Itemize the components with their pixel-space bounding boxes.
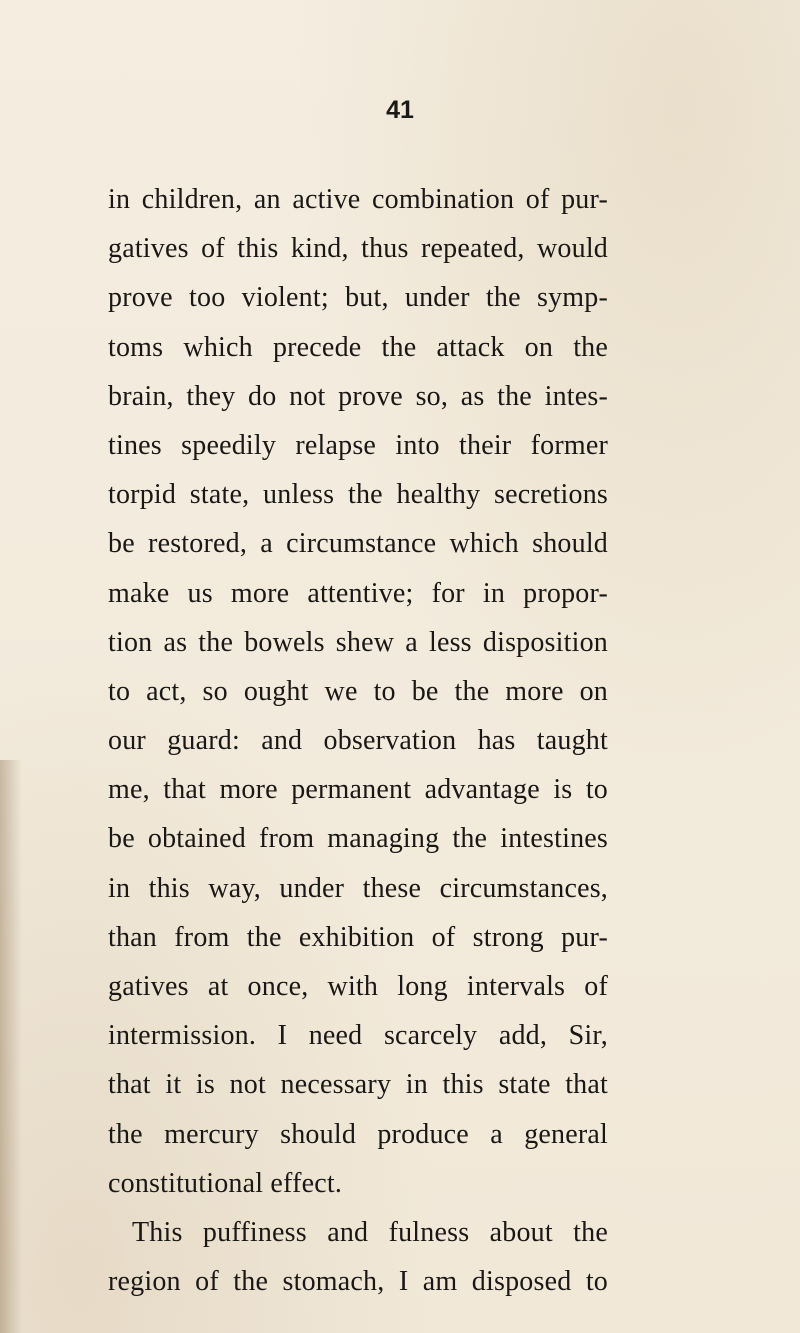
text-line: in this way, under these circumstances,: [108, 872, 608, 904]
page-edge-shadow: [0, 760, 22, 1333]
text-line: me, that more permanent advantage is to: [108, 774, 608, 806]
body-text: [108, 175, 608, 1306]
text-line: that it is not necessary in this state that: [108, 1069, 608, 1101]
text-line: be restored, a circumstance which should: [108, 528, 608, 560]
text-line: region of the stomach, I am disposed to: [108, 1266, 608, 1298]
text-line: make us more attentive; for in propor-: [108, 577, 608, 609]
text-line: constitutional effect.: [108, 1167, 343, 1199]
text-line: gatives of this kind, thus repeated, would: [108, 233, 608, 265]
page-number: 41: [386, 96, 414, 124]
text-line: intermission. I need scarcely add, Sir,: [108, 1020, 608, 1052]
text-line: prove too violent; but, under the symp-: [108, 282, 608, 314]
text-line: than from the exhibition of strong pur-: [108, 921, 608, 953]
text-line: the mercury should produce a general: [108, 1118, 608, 1150]
text-line: in children, an active combination of pur-: [108, 184, 608, 215]
text-line: be obtained from managing the intestines: [108, 823, 608, 855]
text-line: tines speedily relapse into their former: [108, 429, 608, 461]
text-line: our guard: and observation has taught: [108, 725, 608, 757]
text-line: brain, they do not prove so, as the intes-: [108, 380, 608, 412]
text-line: This puffiness and fulness about the: [132, 1216, 608, 1248]
text-line: to act, so ought we to be the more on: [108, 675, 608, 707]
text-line: toms which precede the attack on the: [108, 331, 608, 363]
text-line: tion as the bowels shew a less disposition: [108, 626, 608, 658]
text-line: gatives at once, with long intervals of: [108, 971, 608, 1002]
text-line: torpid state, unless the healthy secretions: [108, 479, 608, 511]
